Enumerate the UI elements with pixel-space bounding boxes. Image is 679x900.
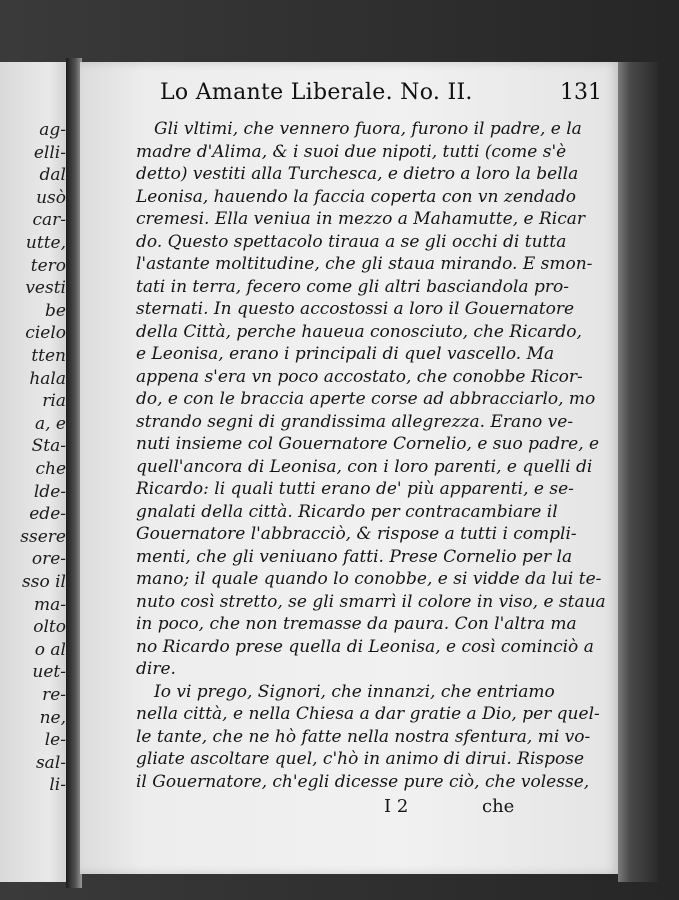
left-page-line: be xyxy=(45,300,66,321)
left-page-line: re- xyxy=(42,685,66,705)
text-line: Ricardo: li quali tutti erano de' più apparenti, e se- xyxy=(136,479,574,499)
book-cover-edge xyxy=(618,62,658,882)
running-head: Lo Amante Liberale. No. II. xyxy=(160,80,473,105)
left-page-line: elli- xyxy=(33,142,66,163)
left-page xyxy=(0,62,70,882)
text-line: dire. xyxy=(136,659,176,679)
text-line: nuto così stretto, se gli smarrì il colore in viso, e staua xyxy=(136,591,606,612)
text-line: gliate ascoltare quel, c'hò in animo di dirui. Rispose xyxy=(136,749,585,769)
left-page-line: ne, xyxy=(39,707,66,728)
text-line: in poco, che non tremasse da paura. Con l'altra ma xyxy=(136,614,577,634)
text-line: detto) vestiti alla Turchesca, e dietro a loro la bella xyxy=(136,164,579,184)
text-line: Gli vltimi, che vennero fuora, furono il padre, e la xyxy=(154,119,582,139)
text-line: il Gouernatore, ch'egli dicesse pure ciò, che volesse, xyxy=(136,771,590,792)
text-line: cremesi. Ella veniua in mezzo a Mahamutte, e Ricar xyxy=(136,209,585,229)
text-line: Io vi prego, Signori, che innanzi, che entriamo xyxy=(154,681,555,702)
text-line: e Leonisa, erano i principali di quel vascello. Ma xyxy=(136,344,555,364)
left-page-line: tero xyxy=(30,255,66,276)
page-number: 131 xyxy=(560,80,602,105)
text-line: Gouernatore l'abbracciò, & rispose a tutti i compli- xyxy=(136,524,577,544)
left-page-line: Sta- xyxy=(31,436,66,457)
left-page-line: dal xyxy=(39,165,66,186)
text-line: nuti insieme col Gouernatore Cornelio, e suo padre, e xyxy=(136,434,600,454)
left-page-line: cielo xyxy=(25,323,66,344)
left-page-line: ssere xyxy=(20,526,66,547)
text-line: l'astante moltitudine, che gli staua mirando. E smon- xyxy=(136,254,593,274)
text-line: madre d'Alima, & i suoi due nipoti, tutti (come s'è xyxy=(136,141,567,162)
catchword: che xyxy=(482,796,515,817)
left-page-line: sal- xyxy=(35,752,66,773)
left-page-line: a, e xyxy=(34,413,66,434)
text-line: strando segni di grandissima allegrezza. Erano ve- xyxy=(136,411,574,432)
text-line: do. Questo spettacolo tiraua a se gli occhi di tutta xyxy=(136,231,567,252)
text-line: appena s'era vn poco accostato, che conobbe Ricor- xyxy=(136,366,583,387)
text-line: gnalati della città. Ricardo per contracambiare il xyxy=(136,501,558,522)
left-page-line: utte, xyxy=(25,233,66,253)
left-page-line: ag- xyxy=(39,120,66,140)
left-page-line: ede- xyxy=(29,504,66,525)
signature-mark: I 2 xyxy=(384,796,409,817)
left-page-line: usò xyxy=(36,187,66,208)
text-line: quell'ancora di Leonisa, con i loro parenti, e quelli di xyxy=(136,456,593,477)
left-page-line: lde- xyxy=(33,481,66,502)
text-line: della Città, perche haueua conosciuto, che Ricardo, xyxy=(136,321,582,342)
left-page-line: o al xyxy=(34,639,66,660)
left-page-line: che xyxy=(35,459,66,479)
text-line: tati in terra, fecero come gli altri basciandola pro- xyxy=(136,276,569,297)
text-line: le tante, che ne hò fatte nella nostra sfentura, mi vo- xyxy=(136,726,591,747)
left-page-line: ma- xyxy=(34,594,66,615)
left-page-line: olto xyxy=(33,617,66,638)
left-page-line: hala xyxy=(29,368,66,389)
left-page-line: sso il xyxy=(22,572,66,592)
left-page-line: vesti xyxy=(25,278,66,299)
left-page-line: le- xyxy=(44,730,66,751)
text-line: Leonisa, hauendo la faccia coperta con vn zendado xyxy=(136,186,576,207)
text-line: no Ricardo prese quella di Leonisa, e così cominciò a xyxy=(136,636,594,657)
text-line: nella città, e nella Chiesa a dar gratie a Dio, per quel- xyxy=(136,704,600,724)
left-page-line: ore- xyxy=(31,549,66,570)
text-line: sternati. In questo accostossi a loro il Gouernatore xyxy=(136,299,575,319)
left-page-line: car- xyxy=(32,210,66,231)
left-page-line: ria xyxy=(42,391,66,412)
left-page-line: tten xyxy=(31,346,66,366)
text-line: do, e con le braccia aperte corse ad abbracciarlo, mo xyxy=(136,389,596,409)
left-page-line: li- xyxy=(49,775,66,796)
text-line: mano; il quale quando lo conobbe, e si vidde da lui te- xyxy=(136,569,602,589)
left-page-line: uet- xyxy=(32,662,66,683)
text-line: menti, che gli veniuano fatti. Prese Cornelio per la xyxy=(136,546,573,567)
